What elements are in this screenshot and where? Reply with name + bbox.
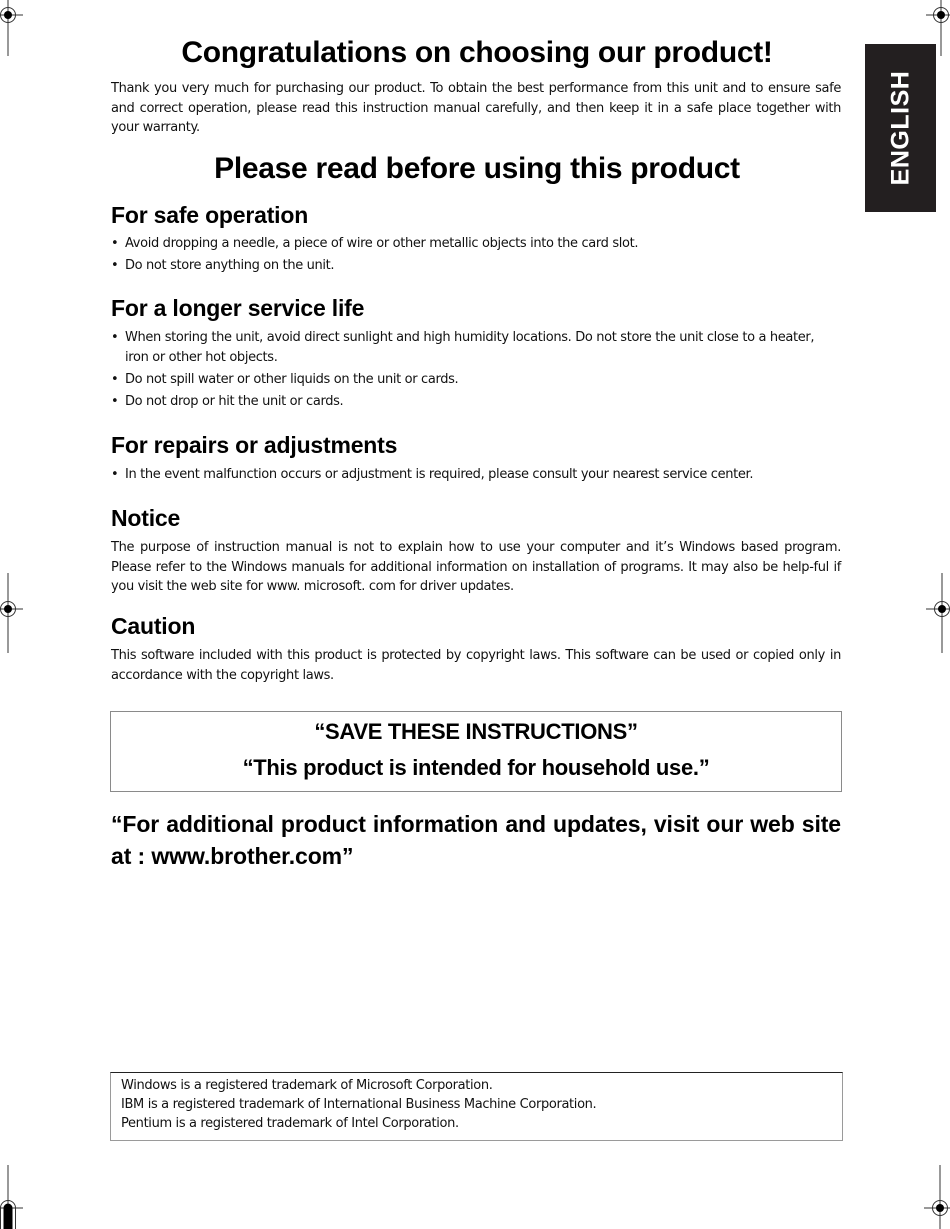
trademark-line: Windows is a registered trademark of Microsoft Corporation. bbox=[121, 1078, 493, 1093]
registration-mark-icon bbox=[0, 1165, 30, 1229]
notice-paragraph: The purpose of instruction manual is not to explain how to use your computer and it’s Windows based program. Please refer to the Windows manuals for additional information on installation of programs. It may also be help-ful if you visit the web site for www. microsoft. com for driver updates. bbox=[111, 540, 841, 594]
page-subtitle: Please read before using this product bbox=[214, 152, 740, 185]
language-tab bbox=[865, 44, 936, 212]
list-item: • Do not drop or hit the unit or cards. bbox=[111, 392, 841, 412]
trademark-box bbox=[110, 1072, 843, 1141]
registration-mark-icon bbox=[920, 570, 950, 656]
list-item: • When storing the unit, avoid direct sunlight and high humidity locations. Do not store the unit close to a heater, iron or other hot objects. bbox=[111, 330, 815, 365]
list-item: • Do not spill water or other liquids on the unit or cards. bbox=[111, 370, 841, 390]
repairs-list bbox=[111, 465, 841, 487]
caution-paragraph: This software included with this product is protected by copyright laws. This software can be used or copied only in accordance with the copyright laws. bbox=[111, 648, 841, 683]
trademark-line: IBM is a registered trademark of International Business Machine Corporation. bbox=[121, 1097, 597, 1112]
save-instructions-box bbox=[110, 711, 842, 792]
section-heading-safe-operation: For safe operation bbox=[111, 202, 309, 228]
section-heading-repairs: For repairs or adjustments bbox=[111, 432, 398, 458]
bullet-icon: • bbox=[111, 394, 119, 409]
section-heading-service-life: For a longer service life bbox=[111, 295, 365, 321]
bullet-icon: • bbox=[111, 372, 119, 387]
list-item: • Avoid dropping a needle, a piece of wire or other metallic objects into the card slot. bbox=[111, 234, 841, 254]
bullet-icon: • bbox=[111, 467, 119, 482]
page-title: Congratulations on choosing our product! bbox=[181, 36, 773, 69]
service-life-list bbox=[111, 328, 841, 414]
intro-paragraph: Thank you very much for purchasing our product. To obtain the best performance from this unit and to ensure safe and correct operation, please read this instruction manual carefully, and then keep it in a safe place together with your warranty. bbox=[111, 81, 841, 135]
registration-mark-icon bbox=[0, 0, 30, 60]
safe-operation-list bbox=[111, 234, 841, 278]
bullet-icon: • bbox=[111, 258, 119, 273]
website-note: “For additional product information and updates, visit our web site at : www.brother.com” bbox=[111, 811, 841, 869]
trademark-line: Pentium is a registered trademark of Intel Corporation. bbox=[121, 1116, 459, 1131]
language-tab-label: ENGLISH bbox=[886, 70, 914, 186]
registration-mark-icon bbox=[0, 570, 30, 656]
list-item: • Do not store anything on the unit. bbox=[111, 256, 841, 276]
bullet-icon: • bbox=[111, 330, 119, 345]
list-item: • In the event malfunction occurs or adjustment is required, please consult your nearest service center. bbox=[111, 465, 841, 485]
save-instructions-text: “SAVE THESE INSTRUCTIONS” bbox=[314, 719, 638, 744]
registration-mark-icon bbox=[920, 1165, 950, 1229]
bullet-icon: • bbox=[111, 236, 119, 251]
section-heading-notice: Notice bbox=[111, 505, 181, 531]
section-heading-caution: Caution bbox=[111, 613, 196, 639]
household-use-text: “This product is intended for household use.” bbox=[242, 755, 710, 780]
